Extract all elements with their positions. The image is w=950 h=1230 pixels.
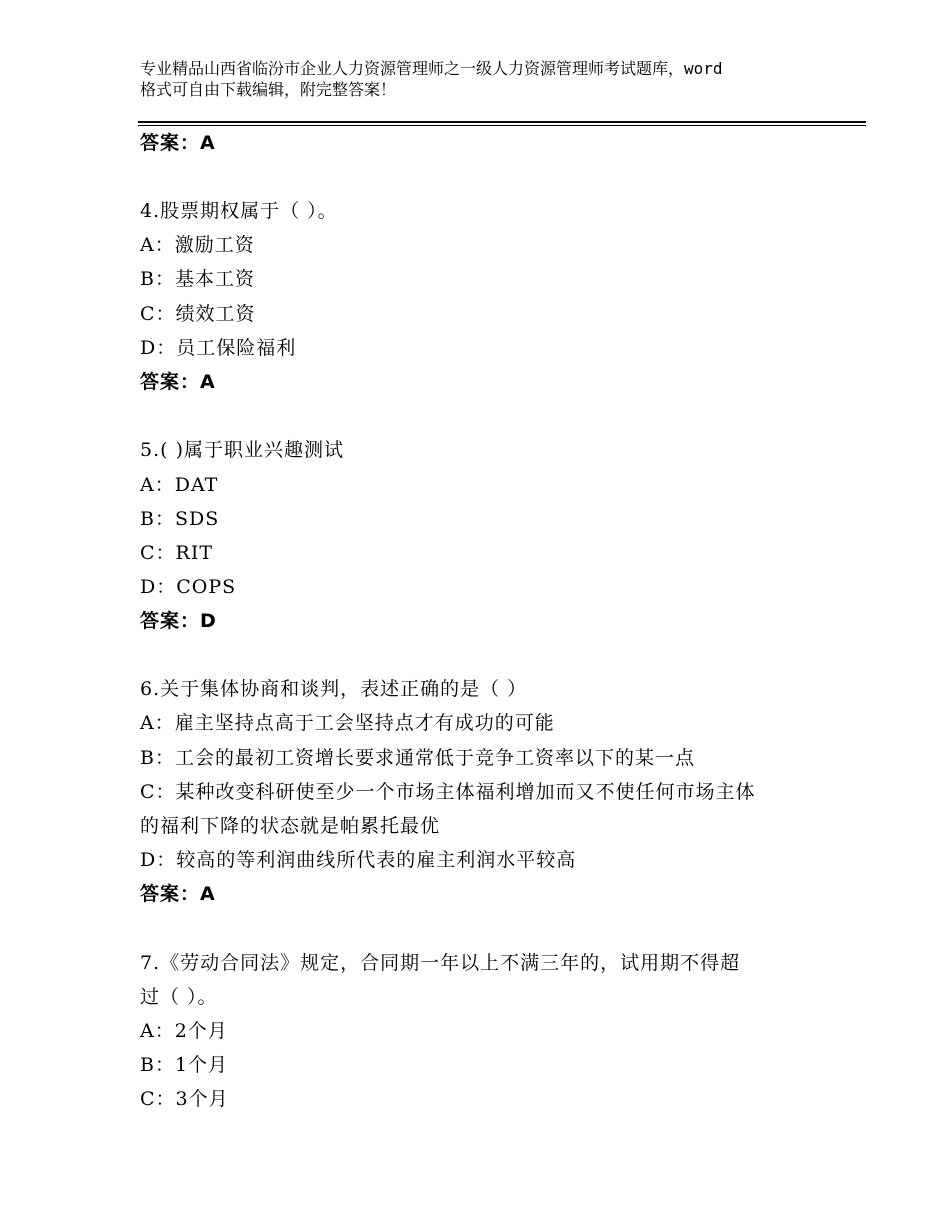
answer-q4: 答案：A [140, 371, 216, 393]
header-divider-thick [138, 121, 866, 123]
header-divider-thin [138, 125, 866, 126]
question-4-option-d: D：员工保险福利 [140, 337, 297, 359]
question-4-stem: 4.股票期权属于（ ）。 [140, 200, 338, 222]
answer-q6: 答案：A [140, 883, 216, 905]
question-4-option-b: B：基本工资 [140, 268, 255, 290]
document-header [140, 58, 840, 100]
question-6-option-c-cont: 的福利下降的状态就是帕累托最优 [140, 815, 441, 837]
question-5-stem: 5.( )属于职业兴趣测试 [140, 439, 344, 461]
question-6-option-b: B：工会的最初工资增长要求通常低于竞争工资率以下的某一点 [140, 747, 695, 769]
header-line-1: 专业精品山西省临汾市企业人力资源管理师之一级人力资源管理师考试题库，word [140, 59, 723, 78]
question-7-option-a: A：2个月 [140, 1020, 228, 1042]
question-6-option-c: C：某种改变科研使至少一个市场主体福利增加而又不使任何市场主体 [140, 781, 756, 803]
question-5-option-b: B：SDS [140, 508, 220, 530]
question-5-option-a: A：DAT [140, 474, 219, 496]
question-4-option-c: C：绩效工资 [140, 303, 256, 325]
question-6-stem: 6.关于集体协商和谈判，表述正确的是（ ） [140, 678, 528, 700]
question-4-option-a: A：激励工资 [140, 234, 255, 256]
question-7-option-c: C：3个月 [140, 1088, 229, 1110]
answer-q5: 答案：D [140, 610, 217, 632]
question-5-option-d: D：COPS [140, 576, 237, 598]
question-5-option-c: C：RIT [140, 542, 214, 564]
header-line-2: 格式可自由下载编辑，附完整答案！ [140, 80, 397, 99]
question-7-stem: 7.《劳动合同法》规定，合同期一年以上不满三年的，试用期不得超 [140, 952, 741, 974]
answer-q3: 答案：A [140, 132, 216, 154]
question-6-option-d: D：较高的等利润曲线所代表的雇主利润水平较高 [140, 849, 577, 871]
question-7-option-b: B：1个月 [140, 1054, 229, 1076]
question-7-stem-cont: 过（ ）。 [140, 986, 218, 1008]
question-6-option-a: A：雇主坚持点高于工会坚持点才有成功的可能 [140, 712, 555, 734]
